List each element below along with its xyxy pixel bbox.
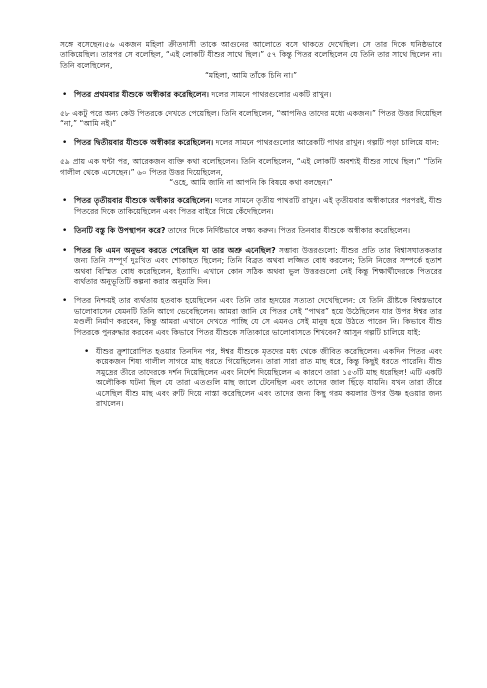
paragraph-second-accusation (60, 109, 442, 130)
quote-line (60, 71, 442, 81)
bullet-bold-text: পিতর তৃতীয়বার যীশুকে অস্বীকার করেছিলেন। (74, 196, 213, 206)
sub-bullet-item-resurrection (82, 347, 442, 409)
bullet-item-peter-failure (60, 296, 442, 338)
bullet-item-first-denial (60, 90, 442, 100)
document-page (60, 40, 442, 418)
bullet-item-third-denial (60, 196, 442, 217)
bullet-bold-text: তিনটি বস্তু কি উপস্থাপন করে? (74, 226, 166, 236)
bullet-item-three-objects (60, 226, 442, 236)
quote-text: “ওহে, আমি জানি না আপনি কি বিষয়ে কথা বলছেন।” (169, 178, 333, 188)
bullet-rest-text: দলের সামনে পাথরগুলোর একটি রাখুন। (208, 89, 332, 99)
paragraph-text: ৫৮ একটু পরে অন্য কেউ পিতরকে দেখতে পেয়েছিল। তিনি বলেছিলেন, “আপনিও তাদের মধ্যে একজন।” পিতর উত্তর দিয়েছিল “না,” “আমি নই।” (60, 109, 442, 129)
quote-line (60, 178, 442, 188)
bullet-text: পিতর নিশ্চয়ই তার ব্যর্থতায় হতবাক হয়েছিলেন এবং তিনি তার হৃদয়ের সত্যতা দেখেছিলেন: যে তিনি খ্রীষ্টকে বিশ্বস্তভাবে ভালোবাসেন যেমনটি তিনি আগে ভেবেছিলেন। আমরা জানি যে পিতর সেই “পাথর” হয়ে উঠেছিলেন যার উপর ঈশ্বর তার মণ্ডলী নির্মাণ করবেন, কিন্তু আমরা এখানে দেখতে পাচ্ছি যে সে এমনও সেই মানুষ হয়ে উঠতে পারেন নি। কিভাবে যীশু পিতরকে পুনরুদ্ধার করবেন এবং কিভাবে পিতর যীশুকে সত্যিকারে ভালোবাসতে শিখবেন? আসুন গল্পটি চালিয়ে যাই: (74, 296, 442, 337)
bullet-list-second-denial (60, 138, 442, 148)
quote-text: “মহিলা, আমি তাঁকে চিনি না।” (204, 71, 298, 81)
paragraph-third-accusation (60, 157, 442, 178)
bullet-list-first-denial (60, 90, 442, 100)
paragraph-text: ৫৯ প্রায় এক ঘন্টা পর, আরেকজন ব্যক্তি কথা বলেছিলেন। তিনি বলেছিলেন, “এই লোকটি অবশ্যই যীশুর সাথে ছিল।” “তিনি গালীল থেকে এসেছেন।” ৬০ পিতর উত্তর দিয়েছিলেন, (60, 157, 442, 177)
bullet-rest-text: দলের সামনে পাথরগুলোর আরেকটি পাথর রাখুন। গল্পটি পড়া চালিয়ে যান: (213, 137, 440, 147)
bullet-item-peter-feelings (60, 246, 442, 288)
bullet-list-main (60, 196, 442, 337)
bullet-bold-text: পিতর দ্বিতীয়বার যীশুকে অস্বীকার করেছিলেন। (74, 137, 214, 147)
bullet-item-second-denial (60, 138, 442, 148)
paragraph-peter-first-accusation (60, 40, 442, 71)
paragraph-text: সঙ্গে বসেছেন।৫৬ একজন মহিলা ক্রীতদাসী তাকে আগুনের আলোতে বসে থাকতে দেখেছিল। সে তার দিকে ঘনিষ্ঠভাবে তাকিয়েছিল। তারপর সে বলেছিল, “এই লোকটি যীশুর সাথে ছিল।” ৫৭ কিন্তু পিতর বলেছিলেন যে তিনি তার সাথে ছিলেন না। তিনি বলেছিলেন, (60, 40, 442, 70)
sub-bullet-list (60, 347, 442, 409)
bullet-bold-text: পিতর কি এমন অনুভব করতে পেরেছিল যা তার অশ্রু এনেছিল? (74, 245, 276, 255)
bullet-rest-text: তাদের দিকে নির্দিষ্টভাবে লক্ষ্য করুন। পিতর তিনবার যীশুকে অস্বীকার করেছিলেন। (165, 226, 411, 236)
bullet-rest-text: সম্ভাব্য উত্তরগুলো: যীশুর প্রতি তার বিশ্বাসঘাতকতার জন্য তিনি সম্পূর্ণ দুঃখিত এবং শোকাহত ছিলেন; তিনি বিব্রত অথবা লজ্জিত বোধ করলেন; তিনি নিজের সম্পর্কে হতাশ অথবা বিস্মিত বোধ করেছিলেন, ইত্যাদি। এখানে কোন সঠিক অথবা ভুল উত্তরগুলো নেই কিন্তু শিক্ষার্থীদেরকে পিতরের ব্যর্থতার অনুভূতিটি কল্পনা করার অনুমতি দিন। (74, 245, 442, 286)
bullet-bold-text: পিতর প্রথমবার যীশুকে অস্বীকার করেছিলেন। (74, 89, 209, 99)
bullet-rest-text: দলের সামনে তৃতীয় পাথরটি রাখুন। এই তৃতীয়বার অস্বীকারের পরপরই, যীশু পিতরের দিকে তাকিয়েছিলেন এবং পিতর বাইরে গিয়ে কেঁদেছিলেন। (74, 196, 442, 216)
sub-bullet-text: যীশুর ক্রুশারোপিত হওয়ার তিনদিন পর, ঈশ্বর যীশুকে মৃতদের মধ্য থেকে জীবিত করেছিলেন। একদিন পিতর এবং কয়েকজন শিষ্য গালীল সাগরে মাছ ধরতে গিয়েছিলেন। তারা সারা রাত মাছ ধরে, কিন্তু কিছুই ধরতে পারেনি। যীশু সমুদ্রের তীরে তাদেরকে দর্শন দিয়েছিলেন এবং নির্দেশ দিয়েছিলেন এ কারণে তারা ১৫৩টি মাছ ধরেছিল! এটি একটি অলৌকিক ঘটনা ছিল যে তারা এতগুলি মাছ জালে টেনেছিল এবং তাদের জাল ছিঁড়ে যায়নি। যখন তারা তীরে এসেছিল যীশু মাছ এবং রুটি দিয়ে নাস্তা করেছিলেন এবং তাদের জন্য কিছু গরম কয়লার উপর উষ্ণ হওয়ার জন্য রাখলেন। (96, 346, 442, 408)
